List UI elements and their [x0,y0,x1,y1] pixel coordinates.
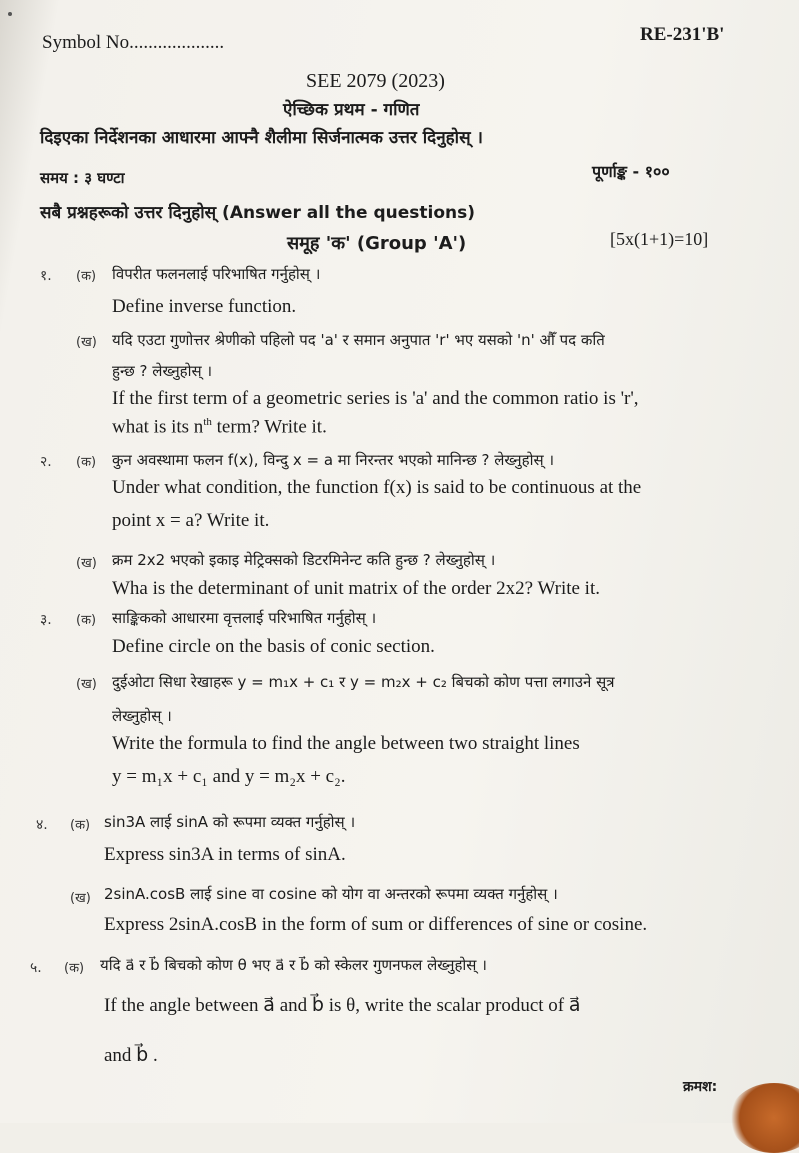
question-text-english: Wha is the determinant of unit matrix of the order 2x2? Write it. [112,578,600,599]
general-instruction: दिइएका निर्देशनका आधारमा आफ्नै शैलीमा सिर्जनात्मक उत्तर दिनुहोस् । [40,128,483,148]
sub-question-label: (क) [76,269,97,284]
answer-all-instruction: सबै प्रश्नहरूको उत्तर दिनुहोस् (Answer all the questions) [40,203,476,223]
text-fragment: term? Write it. [211,416,327,438]
symbol-number: Symbol No.................... [42,32,225,53]
subject-title: ऐच्छिक प्रथम - गणित [283,100,420,120]
sub-question-label: (क) [76,613,97,628]
question-text-english: Write the formula to find the angle between two straight lines [112,733,580,754]
question-text-english: y = m₁x + c₁ and y = m₂x + c₂. [112,766,346,787]
exam-title: SEE 2079 (2023) [306,70,445,92]
question-number: ३. [40,612,52,628]
full-marks: पूर्णाङ्क - १०० [592,162,670,181]
question-text-english: If the first term of a geometric series is 'a' and the common ratio is 'r', [112,388,639,409]
question-number: ४. [36,817,48,833]
sub-question-label: (क) [64,961,85,976]
question-number: २. [40,454,52,470]
question-text-english: Under what condition, the function f(x) is said to be continuous at the [112,477,642,498]
question-text-english [112,416,327,438]
question-text-nepali: sin3A लाई sinA को रूपमा व्यक्त गर्नुहोस् । [104,813,356,831]
question-text-english: Define circle on the basis of conic section. [112,636,435,657]
sub-question-label: (क) [76,455,97,470]
question-text-english: and b⃗ . [104,1045,158,1066]
question-text-nepali: लेख्नुहोस् । [112,707,172,725]
paper-stain [729,1083,799,1153]
question-text-nepali: हुन्छ ? लेख्नुहोस् । [112,362,213,380]
question-text-nepali: कुन अवस्थामा फलन f(x), विन्दु x = a मा निरन्तर भएको मानिन्छ ? लेख्नुहोस् । [112,451,555,469]
superscript: th [203,416,212,428]
question-text-english: Express 2sinA.cosB in the form of sum or differences of sine or cosine. [104,914,648,935]
sub-question-label: (ख) [76,556,97,571]
continued-label: क्रमश: [683,1079,718,1095]
paper-code: RE-231'B' [640,24,725,45]
question-text-nepali: क्रम 2x2 भएको इकाइ मेट्रिक्सको डिटरमिनेन्ट कति हुन्छ ? लेख्नुहोस् । [112,551,496,569]
question-number: १. [40,268,52,284]
question-number: ५. [30,960,42,976]
ink-dot [8,12,12,16]
question-text-english: If the angle between a⃗ and b⃗ is θ, write the scalar product of a⃗ [104,995,581,1016]
question-text-nepali: विपरीत फलनलाई परिभाषित गर्नुहोस् । [112,265,321,283]
text-fragment: what is its n [112,416,204,438]
sub-question-label: (ख) [76,677,97,692]
question-text-english: Define inverse function. [112,296,297,317]
group-marks: [5x(1+1)=10] [610,229,709,249]
question-text-english: point x = a? Write it. [112,510,270,531]
sub-question-label: (क) [70,818,91,833]
sub-question-label: (ख) [70,891,91,906]
group-heading: समूह 'क' (Group 'A') [287,233,467,254]
question-text-english: Express sin3A in terms of sinA. [104,844,346,865]
time-allowed: समय : ३ घण्टा [40,169,125,187]
sub-question-label: (ख) [76,335,97,350]
question-text-nepali: यदि एउटा गुणोत्तर श्रेणीको पहिलो पद 'a' र समान अनुपात 'r' भए यसको 'n' औँ पद कति [112,331,605,349]
question-text-nepali: दुईओटा सिधा रेखाहरू y = m₁x + c₁ र y = m₂x + c₂ बिचको कोण पत्ता लगाउने सूत्र [112,673,615,691]
question-text-nepali: यदि a⃗ र b⃗ बिचको कोण θ भए a⃗ र b⃗ को स्केलर गुणनफल लेख्नुहोस् । [100,956,487,974]
question-text-nepali: साङ्किकको आधारमा वृत्तलाई परिभाषित गर्नुहोस् । [112,609,377,627]
question-text-nepali: 2sinA.cosB लाई sine वा cosine को योग वा अन्तरको रूपमा व्यक्त गर्नुहोस् । [104,885,558,903]
